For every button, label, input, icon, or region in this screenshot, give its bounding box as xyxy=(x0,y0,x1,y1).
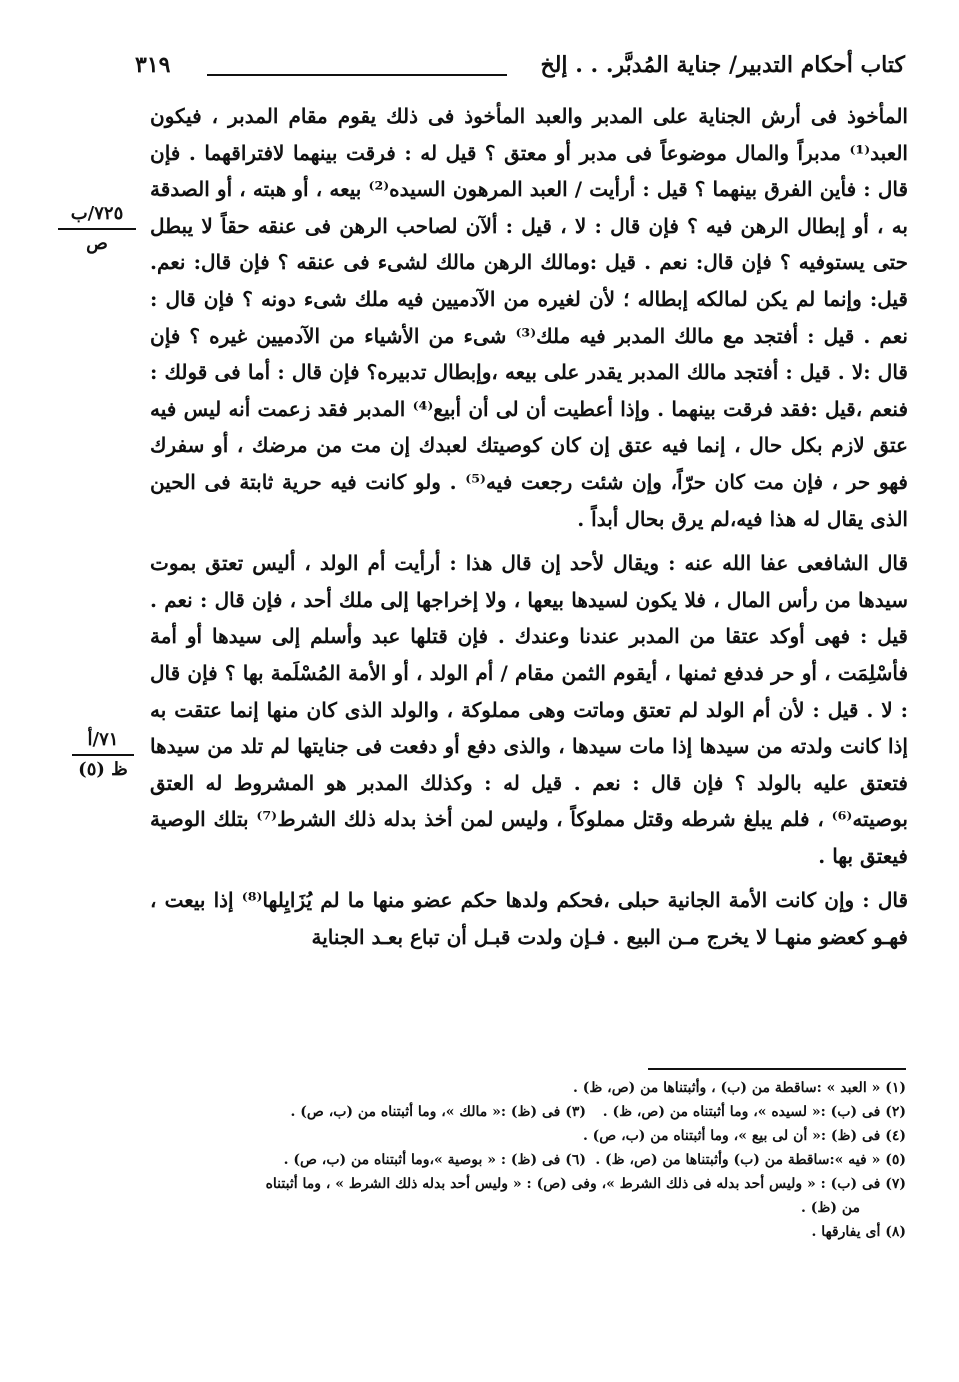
header-rule xyxy=(207,74,507,76)
paragraph-3-text: : وإن كانت الأمة الجانية حبلى ،فحكم ولدها حكم عضو منها ما لم يُزَايِلها⁽⁸⁾ إذا بيعت ، فهـو كعضو منهـا لا يخرج مـن البيع . فـإن ولدت قبـل أن تباع بعـد الجناية xyxy=(150,888,908,950)
page-number: ٣١٩ xyxy=(135,52,171,78)
footnote-row-2-3 xyxy=(150,1100,906,1124)
footnote-7: (٧) فى (ب) : « وليس أحد بدله فى ذلك الشرط »، وفى (ص) : « وليس أحد بدله ذلك الشرط » ، وما أثبتناه xyxy=(265,1176,906,1192)
footnote-2: (٢) فى (ب) :« لسيده »، وما أثبتناه من (ص، ظ) . xyxy=(602,1104,906,1120)
margin-ref-1-siglum: ص xyxy=(86,233,108,254)
margin-ref-2-folio: ٧١/أ xyxy=(72,726,134,756)
footnote-3: (٣) فى (ظ) :« مالك »، وما أثبتناه من (ب، ص) . xyxy=(290,1104,586,1120)
paragraph-2-text: عفا الله عنه : ويقال لأحد إن قال هذا : أرأيت أم الولد ، أليس تعتق بموت سيدها من رأس المال ، فلا يكون لسيدها بيعها ، ولا إخراجها إلى ملك أحد ، فإن قال : نعم . قيل : فهى أوكد عتقا من المدبر عندنا وعندك . فإن قتلها عبد وأسلم إلى سيدها أو أمة فأسْلِمَت ، أو حر فدفع ثمنها ، أيقوم الثمن مقام / أم الولد ، أو الأمة المُسْلَمة بها ؟ فإن قال : لا . قيل : لأن أم الولد لم تعتق وماتت وهى مملوكة ، والولد الذى كان منها إنما عتقت به إذا كانت ولدته من سيدها إذا مات سيدها ، والذى دفع أو دفعت فى جنايتها لم تلد من سيدها فتعتق عليه بالولد ؟ فإن قال : نعم . قيل له : وكذلك المدبر هو المشروط له العتق بوصيته⁽⁶⁾ ، فلم يبلغ شرطه وقتل مملوكاً ، وليس لمن أخذ بدله ذلك الشرط⁽⁷⁾ بتلك الوصية فيعتق بها . xyxy=(150,551,909,868)
margin-ref-2-siglum: ظ (٥) xyxy=(78,759,128,780)
paragraph-1 xyxy=(150,98,908,537)
footnote-6: (٦) فى (ظ) : « بوصية »،وما أثبتناه من (ب، ص) . xyxy=(283,1152,586,1168)
header-title: كتاب أحكام التدبير/ جناية المُدبَّر. . . إلخ xyxy=(540,52,905,78)
footnote-rule xyxy=(648,1068,906,1070)
footnote-4: (٤) فى (ظ) :« أن لى بيع »، وما أثبتناه من (ب، ص) . xyxy=(582,1128,906,1144)
paragraph-3-speaker: قال xyxy=(877,888,908,913)
paragraph-1-text: المأخوذ فى أرش الجناية على المدبر والعبد المأخوذ فى ذلك يقوم مقام المدبر ، فيكون العبد⁽¹⁾ مدبراً والمال موضوعاً فى مدبر أو معتق ؟ قيل له : فرقت بينهما لافتراقهما . فإن قال : فأين الفرق بينهما ؟ قيل : أرأيت / العبد المرهون السيده⁽²⁾ بيعه ، أو هبته ، أو الصدقة به ، أو إبطال الرهن فيه ؟ فإن قال : لا ، قيل : ألآن لصاحب الرهن فى عنقه حقاً لا يبطل حتى يستوفيه ؟ فإن قال: نعم . قيل :ومالك الرهن مالك لشىء فى عنقه ؟ فإن قال: نعم. قيل: وإنما لم يكن لمالكه إبطاله ؛ لأن لغيره من الآدميين فيه ملك شىء دونه ؟ فإن قال : نعم . قيل : أفتجد مع مالك المدبر فيه ملك⁽³⁾ شىء من الأشياء من الآدميين غيره ؟ فإن قال :لا . قيل : أفتجد مالك المدبر يقدر على بيعه ،وإبطال تدبيره؟ فإن قال : أما فى قولك : فنعم ،قيل :فقد فرقت بينهما . وإذا أعطيت أن لى أن أبيع⁽⁴⁾ المدبر فقد زعمت أنه ليس فيه عتق لازم بكل حال ، إنما فيه عتق إن كان كوصيتك لعبدك إن مت من مرضك ، أو سفرك فهو حر ، فإن مت كان حرّاً، وإن شئت رجعت فيه⁽⁵⁾ . ولو كانت فيه حرية ثابتة فى الحين الذى يقال له هذا فيه،لم يرق بحال أبداً . xyxy=(150,104,909,531)
margin-ref-1-folio: ٧٢٥/ب xyxy=(58,200,136,230)
main-text xyxy=(150,98,908,964)
footnotes xyxy=(150,1076,906,1244)
margin-manuscript-ref-1 xyxy=(58,200,136,258)
paragraph-2-speaker: قال الشافعى xyxy=(797,551,909,576)
running-header xyxy=(135,52,905,92)
footnote-8: (٨) أى يفارقها . xyxy=(811,1224,906,1240)
paragraph-2 xyxy=(150,545,908,874)
paragraph-3 xyxy=(150,882,908,955)
margin-manuscript-ref-2 xyxy=(72,726,134,784)
footnote-7-continued: من (ظ) . xyxy=(801,1200,860,1216)
footnote-row-5-6 xyxy=(150,1148,906,1172)
footnote-5: (٥) « فيه »:ساقطة من (ب) وأثبتناها من (ص، ظ) . xyxy=(595,1152,906,1168)
footnote-1: (١) « العبد » :ساقطة من (ب) ، وأثبتناها من (ص، ظ) . xyxy=(572,1080,906,1096)
